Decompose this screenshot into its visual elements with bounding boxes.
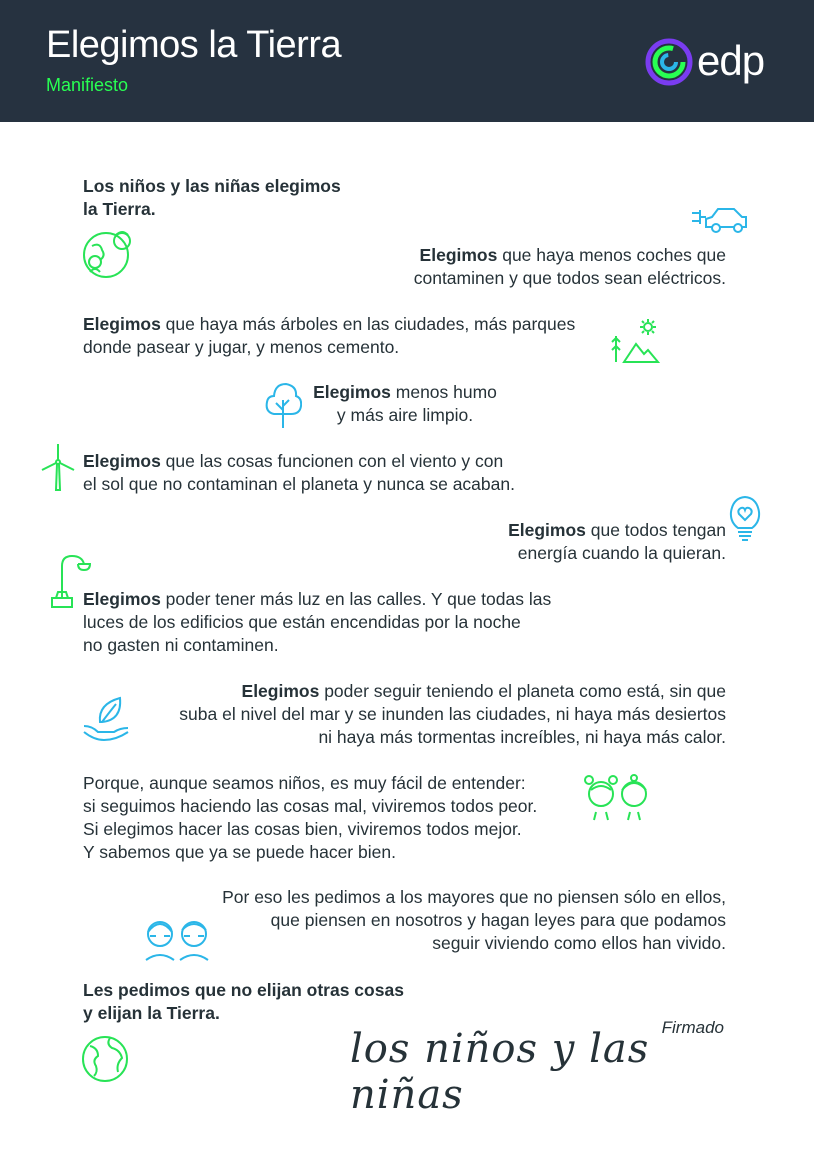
signed-label: Firmado — [661, 1018, 724, 1037]
intro-line: Los niños y las niñas elegimos — [83, 176, 341, 196]
item-text: poder seguir teniendo el planeta como está, sin que — [319, 681, 726, 701]
intro-line: la Tierra. — [83, 199, 156, 219]
porque-text — [83, 772, 603, 864]
electric-car-icon — [690, 205, 750, 235]
wind-turbine-icon — [40, 442, 76, 492]
item-text: donde pasear y jugar, y menos cemento. — [83, 337, 400, 357]
item-bold: Elegimos — [83, 451, 161, 471]
edp-logo-text: edp — [697, 37, 765, 84]
item-bold: Elegimos — [83, 589, 161, 609]
item-text: energía cuando la quieran. — [517, 543, 726, 563]
intro-text — [83, 175, 341, 221]
lightbulb-icon — [729, 494, 761, 542]
item-bold: Elegimos — [83, 314, 161, 334]
porque-line: si seguimos haciendo las cosas mal, viviremos todos peor. — [83, 796, 538, 816]
item-text: poder tener más luz en las calles. Y que todas las — [160, 589, 552, 609]
children-icon — [584, 770, 652, 822]
handwritten-signature: los niños y las niñas — [350, 1026, 650, 1118]
item-text: menos humo — [390, 382, 497, 402]
item-text: que las cosas funcionen con el viento y con — [160, 451, 504, 471]
item-wind — [83, 450, 603, 496]
edp-swirl-icon — [644, 36, 696, 88]
globe-icon — [80, 1034, 130, 1084]
item-trees — [83, 313, 623, 359]
porque-line: Y sabemos que ya se puede hacer bien. — [83, 842, 396, 862]
closing-line: Les pedimos que no elijan otras cosas — [83, 980, 404, 1000]
item-text: que todos tengan — [585, 520, 726, 540]
poreso-line: que piensen en nosotros y hagan leyes para que podamos — [270, 910, 726, 930]
poreso-text — [170, 886, 726, 955]
item-bold: Elegimos — [508, 520, 586, 540]
item-bold: Elegimos — [313, 382, 391, 402]
item-planet — [120, 680, 726, 749]
closing-line: y elijan la Tierra. — [83, 1003, 220, 1023]
item-bold: Elegimos — [241, 681, 320, 701]
item-text: el sol que no contaminan el planeta y nunca se acaban. — [83, 474, 515, 494]
porque-line: Porque, aunque seamos niños, es muy fácil de entender: — [83, 773, 526, 793]
item-text: y más aire limpio. — [336, 405, 474, 425]
poreso-line: Por eso les pedimos a los mayores que no piensen sólo en ellos, — [222, 887, 726, 907]
item-text: que haya más árboles en las ciudades, más parques — [160, 314, 576, 334]
closing-text — [83, 979, 483, 1025]
header-bar — [0, 0, 814, 122]
item-cars — [300, 244, 726, 290]
poreso-line: seguir viviendo como ellos han vivido. — [432, 933, 726, 953]
item-text: que haya menos coches que — [497, 245, 726, 265]
item-air — [296, 381, 514, 427]
trees-sun-icon — [610, 318, 660, 364]
item-energy — [430, 519, 726, 565]
page-subtitle: Manifiesto — [46, 75, 129, 95]
item-text: contaminen y que todos sean eléctricos. — [413, 268, 726, 288]
earth-kids-icon — [80, 226, 142, 280]
item-bold: Elegimos — [419, 245, 498, 265]
item-lights — [83, 588, 623, 657]
page-title: Elegimos la Tierra — [46, 24, 342, 66]
item-text: luces de los edificios que están encendidas por la noche — [83, 612, 521, 632]
item-text: no gasten ni contaminen. — [83, 635, 279, 655]
item-text: suba el nivel del mar y se inunden las ciudades, ni haya más desiertos — [179, 704, 726, 724]
porque-line: Si elegimos hacer las cosas bien, viviremos todos mejor. — [83, 819, 522, 839]
edp-logo — [644, 36, 776, 90]
item-text: ni haya más tormentas increíbles, ni haya más calor. — [318, 727, 726, 747]
